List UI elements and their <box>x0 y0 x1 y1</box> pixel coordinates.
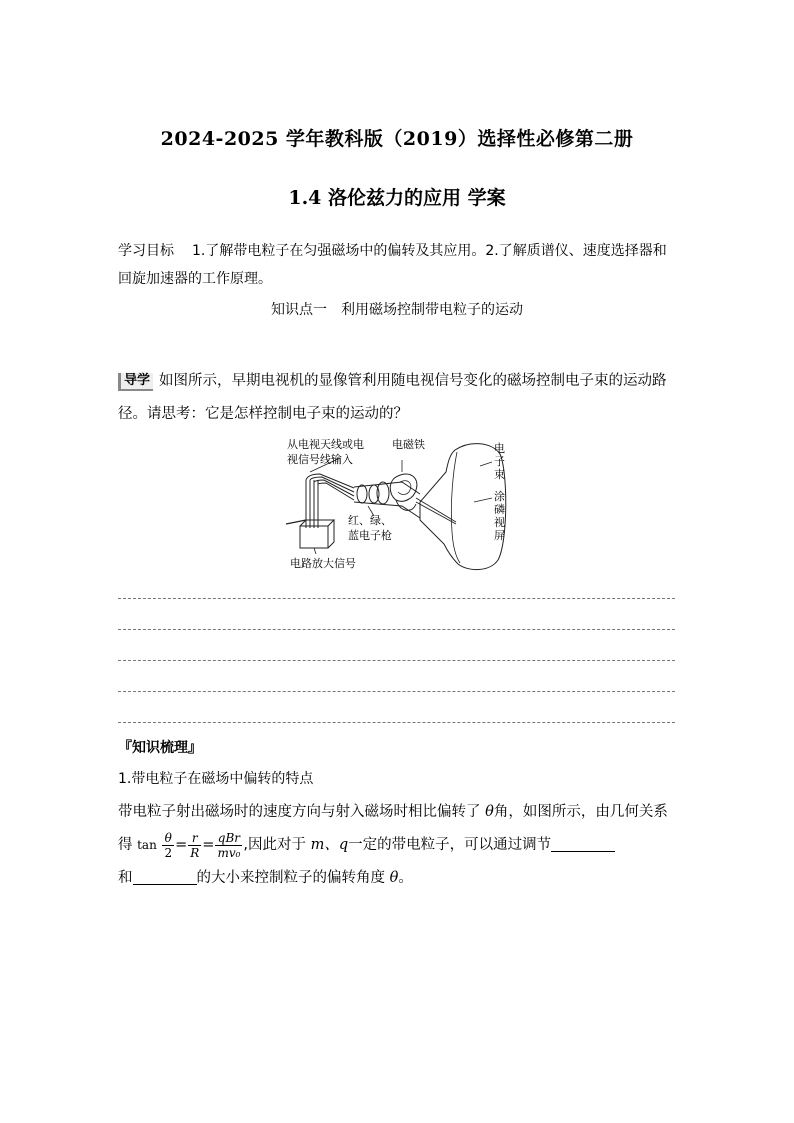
label-electron-gun-line2: 蓝电子枪 <box>348 529 392 542</box>
answer-line-2[interactable] <box>118 629 675 630</box>
label-electromagnet: 电磁铁 <box>392 438 425 451</box>
guide-text: 如图所示，早期电视机的显像管利用随电视信号变化的磁场控制电子束的运动路径。请思考：它是怎样控制电子束的运动的？ <box>118 373 667 422</box>
para-text-1: 带电粒子射出磁场时的速度方向与射入磁场时相比偏转了 <box>118 804 481 820</box>
document-title: 2024-2025 学年教科版（2019）选择性必修第二册 <box>160 128 634 150</box>
frac3-den: mv₀ <box>217 845 241 860</box>
label-electron-beam: 电子束 <box>494 442 505 481</box>
answer-line-5[interactable] <box>118 722 675 723</box>
fill-blank-2[interactable] <box>133 868 197 885</box>
guide-paragraph <box>118 365 680 431</box>
frac3-num: qBr <box>215 831 242 846</box>
label-phosphor-screen: 涂磷视屏 <box>494 490 505 542</box>
label-electron-gun-line1: 红、绿、 <box>348 514 392 527</box>
label-signal-input-line2: 视信号线输入 <box>287 453 353 466</box>
section-title: 知识点一 利用磁场控制带电粒子的运动 <box>271 302 523 318</box>
equals-2: = <box>202 837 215 853</box>
m-q-symbols: m、q <box>310 837 349 853</box>
knowledge-heading: 『知识梳理』 <box>118 740 202 756</box>
theta-symbol-end: θ <box>389 870 399 886</box>
objectives-label: 学习目标 <box>118 243 174 259</box>
fraction-theta-over-2 <box>162 831 174 860</box>
objectives-text: 1.了解带电粒子在匀强磁场中的偏转及其应用。2.了解质谱仪、速度选择器和回旋加速器的工作原理。 <box>118 243 667 287</box>
knowledge-paragraph <box>118 796 680 895</box>
label-signal-input-line1: 从电视天线或电 <box>287 438 364 451</box>
frac1-den: 2 <box>164 845 173 860</box>
guide-tag: 导学 <box>118 373 153 391</box>
knowledge-point-1-title: 1.带电粒子在磁场中偏转的特点 <box>118 771 314 787</box>
fill-blank-1[interactable] <box>551 835 615 852</box>
frac2-num: r <box>188 831 201 846</box>
answer-line-1[interactable] <box>118 598 675 599</box>
para-text-5: 和 <box>118 870 133 886</box>
crt-figure <box>270 432 520 577</box>
para-text-2: 角，如图所示，由几何关系得 <box>118 804 668 853</box>
learning-objectives <box>118 237 678 293</box>
tan-symbol: tan <box>137 838 157 852</box>
frac1-num: θ <box>162 831 174 846</box>
fraction-qBr-over-mv0 <box>215 831 242 860</box>
document-subtitle: 1.4 洛伦兹力的应用 学案 <box>288 187 506 209</box>
para-text-4: 一定的带电粒子，可以通过调节 <box>348 837 552 853</box>
para-text-3: ,因此对于 <box>243 837 307 853</box>
para-text-6: 的大小来控制粒子的偏转角度 <box>196 870 385 886</box>
equals-1: = <box>175 837 188 853</box>
answer-line-4[interactable] <box>118 691 675 692</box>
fraction-r-over-R <box>188 831 201 860</box>
end-mark: 。 <box>398 870 413 886</box>
label-amplifier: 电路放大信号 <box>290 557 356 570</box>
answer-line-3[interactable] <box>118 660 675 661</box>
frac2-den: R <box>190 845 200 860</box>
theta-symbol: θ <box>485 804 494 820</box>
